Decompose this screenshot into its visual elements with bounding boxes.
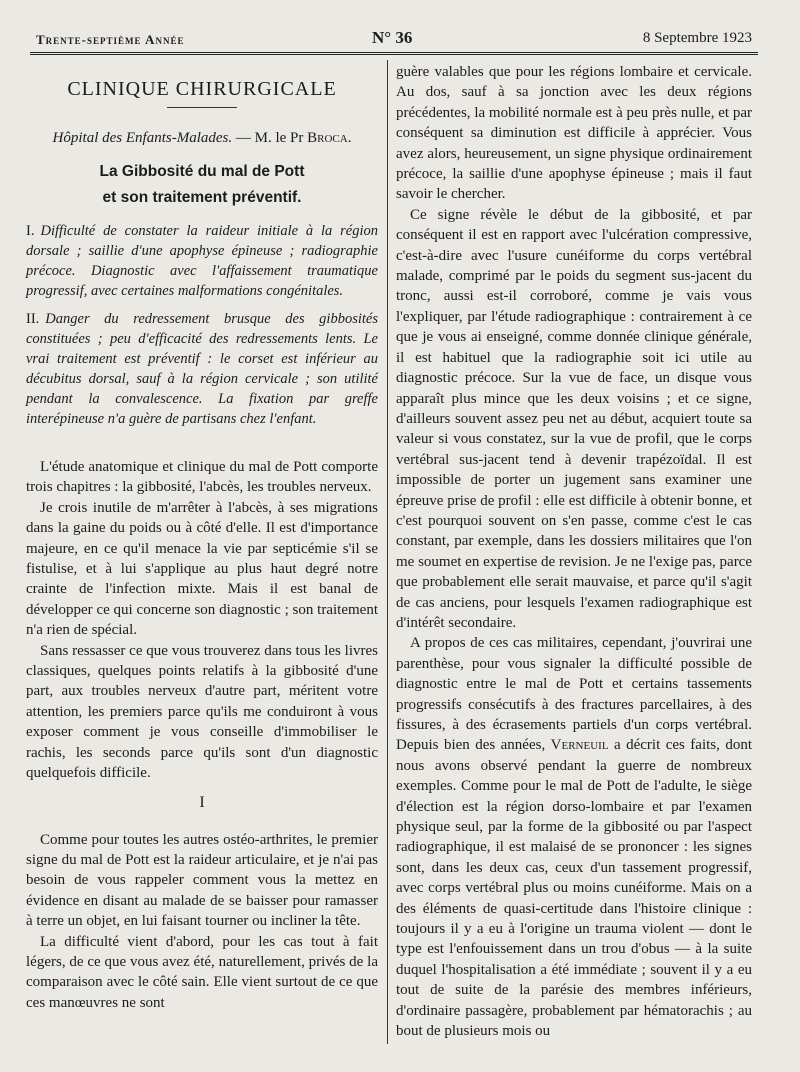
paragraph: La difficulté vient d'abord, pour les cas tout à fait légers, de ce que vous avez été, naturellement, privés de la comparaison avec le côté sain. Elle vient surtout de ce que ces manœuvres ne sont [26,933,378,1011]
paragraph [396,633,752,1041]
issue-date: 8 Septembre 1923 [642,30,752,46]
summary-numeral: I. [26,223,35,239]
hospital-byline [26,130,378,147]
summary-item [26,309,378,429]
paragraph: L'étude anatomique et clinique du mal de Pott comporte trois chapitres : la gibbosité, l'abcès, les troubles nerveux. [26,459,378,496]
header-rule [30,52,758,55]
hospital-name: Hôpital des Enfants-Malades. [52,130,233,146]
paragraph: Je crois inutile de m'arrêter à l'abcès, à ses migrations dans la gaine du poids ou à côté d'elle. Il est d'importance majeure, en ce qu'il menace la vie par septicémie s'il se fistulise, et à lui s'applique au plus haut degré notre crainte de l'infection mixte. Mais il est banal de développer ce qui concerne son diagnostic ; son traitement n'a rien de spécial. [26,499,378,639]
paragraph: Ce signe révèle le début de la gibbosité, et par conséquent il est en rapport avec l'ulcération compressive, c'est-à-dire avec l'usure cunéiforme du corps vertébral malade, comprimé par le poids du segment sus-jacent du tronc, aussi est-il corroboré, comme je vais vous l'expliquer, par l'étude radiographique : contrairement à ce que je vous ai enseigné, comme donnée clinique générale, il est habituel que la radiographie soit ici utile au diagnostic précoce. Sur la vue de face, un disque vous apparaît plus mince que les deux voisins ; et ce signe, d'ailleurs souvent assez peu net au début, acquiert toute sa valeur si vous constatez, sur la vue de profil, que le corps vertébral sus-jacent tend à devenir trapézoïdal. Il est impossible de porter un jugement sans examiner une épreuve prise de profil : elle est difficile à obtenir bonne, et c'est pourquoi souvent on s'en passe, comme c'est le cas constant, par exemple, dans les dossiers militaires que l'on me soumet en expertise de revision. Je ne l'exige pas, parce que probablement elle serait mauvaise, et parce qu'il s'agit de cas anciens, pour lesquels l'examen radiographique est d'intérêt secondaire. [396,206,752,631]
issue-number: N° 36 [372,28,413,47]
author-name: Broca. [307,130,352,146]
running-header [26,22,752,52]
text-run: A propos de ces cas militaires, cependant, j'ouvrirai une parenthèse, pour vous signaler la difficulté possible de diagnostic entre le mal de Pott et certains tassements progressifs consécutifs à des fractures parcellaires, à des fissures, à des écrasements partiels d'un corps vertébral. Depuis bien des années, [396,635,752,754]
body-text [396,62,752,1042]
column-divider [387,60,388,1044]
article-title: CLINIQUE CHIRURGICALE [67,78,337,100]
article-subtitle [26,159,378,211]
left-column [26,62,378,1052]
summary-item [26,221,378,301]
subtitle-line-1: La Gibbosité du mal de Pott [99,163,305,180]
body-text [26,457,378,1013]
summary-text: Difficulté de constater la raideur initiale à la région dorsale ; saillie d'une apophyse épineuse ; radiographie précoce. Diagnostic avec l'affaissement traumatique progressif, avec certaines malformations congénitales. [26,223,378,299]
paragraph: Comme pour toutes les autres ostéo-arthrites, le premier signe du mal de Pott est la raideur articulaire, et je n'ai pas besoin de vous rappeler comment vous la mettez en évidence en disant au malade de se baisser pour ramasser à terre un objet, en lui faisant tourner ou incliner la tête. [26,831,378,930]
cited-author: Verneuil [550,737,609,754]
right-column [396,62,752,1052]
summary-numeral: II. [26,311,40,327]
paragraph: Sans ressasser ce que vous trouverez dans tous les livres classiques, quelques points relatifs à la gibbosité d'une part, aux troubles nerveux d'autre part, méritent votre attention, les premiers parce qu'ils me conduiront à vous exposer comment je vous conseille d'immobiliser le rachis, les seconds parce qu'ils sont d'un diagnostic quelquefois difficile. [26,642,378,782]
paragraph: guère valables que pour les régions lombaire et cervicale. Au dos, sauf à sa jonction avec les deux régions précédentes, la mobilité normale est à peu près nulle, et par conséquent sa diminution est difficile à apprécier. Vous avez alors, heureusement, un signe physique ordinairement précoce, la saillie d'une apophyse épineuse ; mais il faut savoir le chercher. [396,64,752,203]
volume-label: Trente-septième Année [36,32,185,47]
author-prefix: — M. le Pr [235,130,304,146]
subtitle-line-2: et son traitement préventif. [102,189,302,206]
summary-text: Danger du redressement brusque des gibbosités constituées ; peu d'efficacité des redressements lents. Le vrai traitement est préventif : le corset est inférieur au décubitus dorsal, sauf à la région cervicale ; son utilité pendant la convalescence. La fixation par greffe interépineuse n'a guère de partisans chez l'enfant. [26,311,378,427]
title-rule [167,107,237,108]
text-run: a décrit ces faits, dont nous avons observé pendant la guerre de nombreux exemples. Comme pour le mal de Pott de l'adulte, le siège d'élection est la région dorso-lombaire et par l'examen physique seul, par la forme de la gibbosité ou par l'aspect radiographique, il est malaisé de se prononcer : les signes sont, dans les deux cas, ceux d'un tassement progressif, avec corps vertébral plus ou moins cunéiforme. Mais on a des éléments de quasi-certitude dans l'histoire clinique : toujours il y a eu à l'origine un trauma violent — dont le type est l'enfouissement dans un trou d'obus — à la suite duquel l'hospitalisation a été immédiate ; souvent il y a eu tout de suite de la parésie des membres inférieurs, d'ordinaire passagère, probablement par hématorachis ; au bout de plusieurs mois ou [396,737,752,1040]
section-heading: I [199,793,205,811]
